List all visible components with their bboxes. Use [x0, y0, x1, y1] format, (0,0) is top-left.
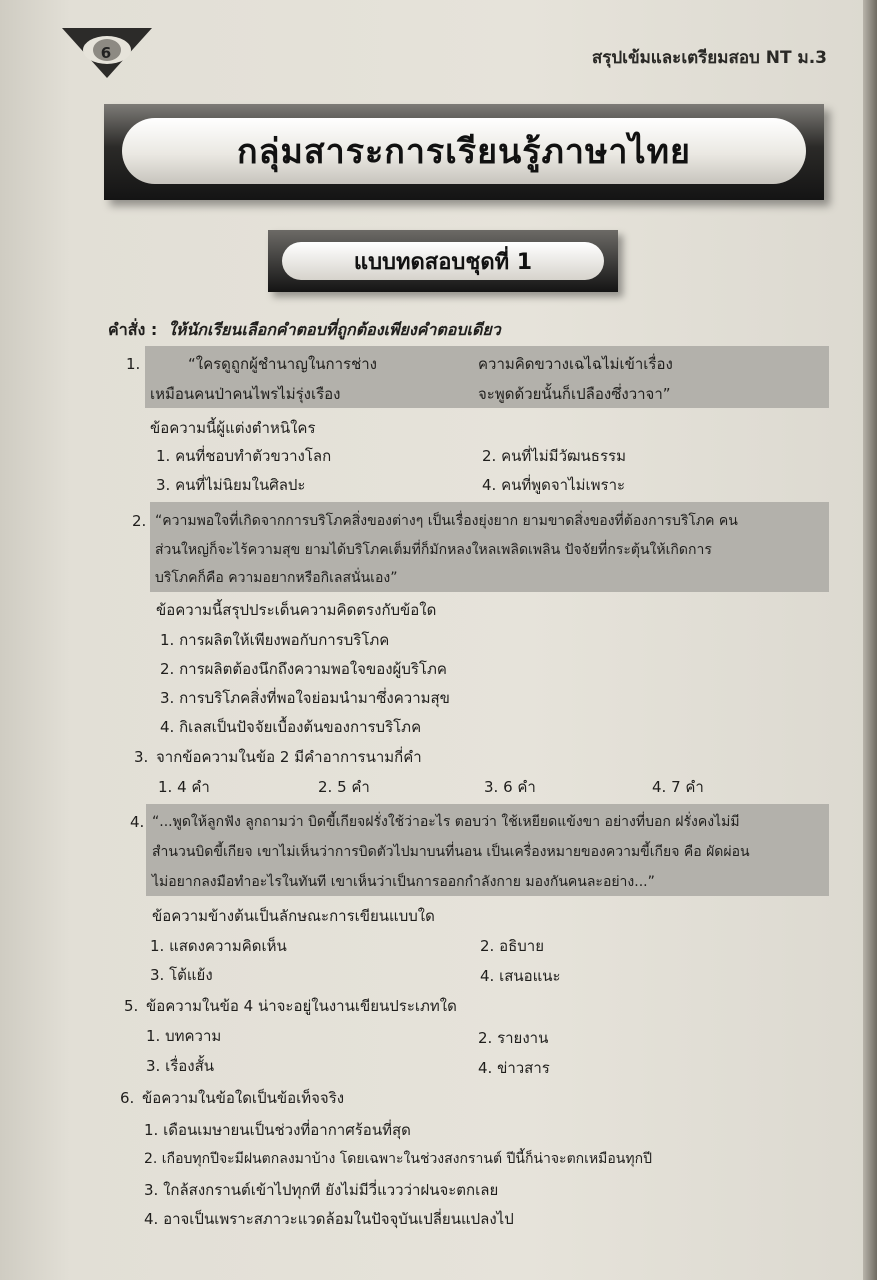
q6-choice: 3. ใกล้สงกรานต์เข้าไปทุกที ยังไม่มีวี่แววว่าฝนจะตกเลย	[144, 1181, 499, 1199]
page-title: กลุ่มสาระการเรียนรู้ภาษาไทย	[237, 132, 691, 172]
q1-choice: 1. คนที่ชอบทำตัวขวางโลก	[156, 447, 332, 465]
q4-passage-line: ไม่อยากลงมือทำอะไรในทันที เขาเห็นว่าเป็นการออกกำลังกาย มองกันคนละอย่าง...”	[152, 874, 655, 890]
q1-poem-line: เหมือนคนป่าคนไพรไม่รุ่งเรือง	[150, 385, 341, 403]
subtitle-banner	[268, 230, 618, 292]
book-spine	[863, 0, 877, 1280]
q5-question: ข้อความในข้อ 4 น่าจะอยู่ในงานเขียนประเภทใด	[146, 997, 457, 1015]
q3-question: จากข้อความในข้อ 2 มีคำอาการนามกี่คำ	[156, 748, 422, 766]
q2-passage-line: บริโภคก็คือ ความอยากหรือกิเลสนั่นเอง”	[155, 570, 398, 586]
q5-number: 5.	[124, 997, 139, 1015]
q1-poem-line: “ใครดูถูกผู้ชำนาญในการช่าง	[188, 355, 378, 373]
q5-choice: 1. บทความ	[146, 1027, 222, 1045]
title-banner	[104, 104, 824, 200]
q6-number: 6.	[120, 1089, 135, 1107]
q4-choice: 3. โต้แย้ง	[150, 966, 213, 984]
q5-choice: 4. ข่าวสาร	[478, 1059, 550, 1077]
q2-choice: 1. การผลิตให้เพียงพอกับการบริโภค	[160, 631, 390, 649]
instruction-label: คำสั่ง :	[108, 320, 158, 339]
q4-choice: 1. แสดงความคิดเห็น	[150, 937, 287, 955]
q6-question: ข้อความในข้อใดเป็นข้อเท็จจริง	[142, 1089, 345, 1107]
q2-choice: 2. การผลิตต้องนึกถึงความพอใจของผู้บริโภค	[160, 660, 447, 678]
q4-passage-line: “...พูดให้ลูกฟัง ลูกถามว่า บิดขี้เกียจฝรั่งใช้ว่าอะไร ตอบว่า ใช้เหยียดแข้งขา อย่างที่บอก ฝรั่งคงไม่มี	[152, 814, 740, 830]
q4-choice: 4. เสนอแนะ	[480, 967, 561, 985]
instruction-text: ให้นักเรียนเลือกคำตอบที่ถูกต้องเพียงคำตอบเดียว	[168, 320, 501, 339]
q2-number: 2.	[132, 512, 147, 530]
q1-poem-line: จะพูดด้วยนั้นก็เปลืองซึ่งวาจา”	[478, 385, 671, 403]
q2-question: ข้อความนี้สรุปประเด็นความคิดตรงกับข้อใด	[156, 601, 437, 619]
book-title: สรุปเข้มและเตรียมสอบ NT ม.3	[591, 48, 827, 68]
test-set-title: แบบทดสอบชุดที่ 1	[353, 249, 533, 275]
q2-choice: 3. การบริโภคสิ่งที่พอใจย่อมนำมาซึ่งความสุข	[160, 689, 450, 707]
q1-poem-line: ความคิดขวางเฉไฉไม่เข้าเรื่อง	[478, 355, 673, 373]
q1-choice: 2. คนที่ไม่มีวัฒนธรรม	[482, 447, 626, 465]
q6-choice: 1. เดือนเมษายนเป็นช่วงที่อากาศร้อนที่สุด	[144, 1121, 411, 1139]
q1-number: 1.	[126, 355, 141, 373]
q6-choice: 4. อาจเป็นเพราะสภาวะแวดล้อมในปัจจุบันเปลี่ยนแปลงไป	[144, 1210, 514, 1228]
q3-choice: 4. 7 คำ	[652, 778, 704, 796]
q3-choice: 2. 5 คำ	[318, 778, 370, 796]
q3-choice: 3. 6 คำ	[484, 778, 536, 796]
q5-choice: 3. เรื่องสั้น	[146, 1057, 215, 1075]
q2-choice: 4. กิเลสเป็นปัจจัยเบื้องต้นของการบริโภค	[160, 718, 422, 736]
q5-choice: 2. รายงาน	[478, 1029, 549, 1047]
q4-number: 4.	[130, 813, 145, 831]
q4-passage-line: สำนวนบิดขี้เกียจ เขาไม่เห็นว่าการบิดตัวไปมาบนที่นอน เป็นเครื่องหมายของความขี้เกียจ คือ ผัดผ่อน	[152, 844, 750, 860]
q1-choice: 3. คนที่ไม่นิยมในศิลปะ	[156, 476, 306, 494]
q2-passage-line: ส่วนใหญ่ก็จะไร้ความสุข ยามได้บริโภคเต็มที่ก็มักหลงใหลเพลิดเพลิน ปัจจัยที่กระตุ้นให้เกิดการ	[155, 542, 712, 558]
title-plate	[122, 118, 806, 184]
subtitle-plate	[282, 242, 604, 280]
q3-number: 3.	[134, 748, 149, 766]
page-number: 6	[100, 44, 112, 62]
q4-choice: 2. อธิบาย	[480, 937, 544, 955]
q2-passage-line: “ความพอใจที่เกิดจากการบริโภคสิ่งของต่างๆ เป็นเรื่องยุ่งยาก ยามขาดสิ่งของที่ต้องการบริโภค คน	[155, 513, 738, 529]
q4-question: ข้อความข้างต้นเป็นลักษณะการเขียนแบบใด	[152, 907, 435, 925]
q3-choice: 1. 4 คำ	[158, 778, 210, 796]
q1-choice: 4. คนที่พูดจาไม่เพราะ	[482, 476, 626, 494]
q1-question: ข้อความนี้ผู้แต่งตำหนิใคร	[150, 419, 316, 437]
q6-choice: 2. เกือบทุกปีจะมีฝนตกลงมาบ้าง โดยเฉพาะในช่วงสงกรานต์ ปีนี้ก็น่าจะตกเหมือนทุกปี	[144, 1151, 652, 1167]
